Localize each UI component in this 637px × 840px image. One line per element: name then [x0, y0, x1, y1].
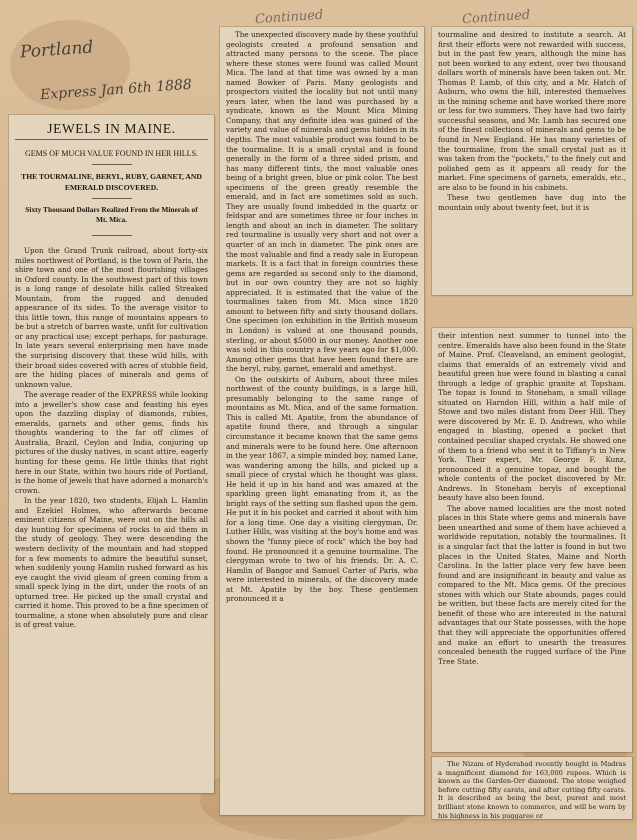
- rule: [15, 139, 208, 140]
- rule: [92, 164, 132, 165]
- handwritten-source: Portland: [19, 37, 94, 63]
- paragraph: The average reader of the EXPRESS while looking into a jeweller's show case and feasting his eyes upon the dazzling display of diamonds, rubies, emeralds, garnets and other gems, finds his thoughts wandering to the far off climes of Australia, Brazil, Ceylon and India, conjuring up pictures of the dusky natives, in scant attire, eagerly hunting for these gems. He little thinks that right here in our State, within two hours ride of Portland, is the home of jewels that have adorned a monarch's crown.: [15, 390, 208, 495]
- paragraph: These two gentlemen have dug into the mountain only about twenty feet, but it is: [438, 193, 626, 212]
- paragraph: tourmaline and desired to institute a search. At first their efforts were not rewarded with success, but in the past few years, although the mine has not been worked to any extent, over two thousand dollars worth of minerals have been taken out. Mr. Thomas P. Lamb, of this city, and a Mr. Hatch of Auburn, who owns the hill, interested themselves in the mining scheme and have worked there more or less for two summers. They have had two fairly successful seasons, and Mr. Lamb has secured one of the finest collections of minerals and gems to be found in New England. He has many varieties of the tourmaline, from the small crystal just as it was taken from the "pockets," to the finely cut and polished gem as it appears all ready for the market. Fine specimens of garnets, emeralds, etc., are also to be found in his cabinets.: [438, 30, 626, 192]
- column-text: [438, 30, 626, 212]
- clipping-column-1: [9, 115, 214, 793]
- paragraph: The Nizam of Hyderabad recently bought in Madras a magnificent diamond for 163,000 rupees. Which is known as the Garden-Orr diamond. The stone weighed before cutting fifty carats, and after cutting fifty carats. It is described as being the best, purest and most brilliant stone known to commerce, and will be worn by his highness in his puggaree or: [438, 760, 626, 819]
- article-deck: GEMS OF MUCH VALUE FOUND IN HER HILLS.: [24, 149, 199, 158]
- clipping-column-3-bottom: [432, 757, 632, 819]
- column-text: [438, 760, 626, 819]
- column-text: [226, 30, 418, 604]
- rule: [92, 235, 132, 236]
- handwritten-continued: Continued: [254, 7, 324, 28]
- paragraph: In the year 1820, two students, Elijah L. Hamlin and Ezekiel Holmes, who afterwards became eminent citizens of Maine, were out on the hills all day hunting for specimens of rocks to aid them in the study of geology. They were descending the western declivity of the mountain and had stopped for a few moments to admire the beautiful sunset, when suddenly young Hamlin rushed forward as his eye caught the vivid gleam of green coming from a small speck lying in the dirt, under the roots of an upturned tree. He picked up the small crystal and carried it home. This proved to be a fine specimen of tourmaline, a stone when absolutely pure and clear is of great value.: [15, 496, 208, 630]
- paragraph: their intention next summer to tunnel into the centre. Emeralds have also been found in the State of Maine. Prof. Cleaveland, an eminent geologist, claims that emeralds of an extremely vivid and beautiful green hue were found in blasting a canal through a ledge of graphic granite at Topsham. The topaz is found in Stoneham, a small village situated on Harndon Hill, within a half mile of Stowe and two miles distant from Deer Hill. They were discovered by Mr. E. D. Andrews, who while engaged in blasting, opened a pocket that contained peculiar shaped crystals. He showed one of them to a friend who sent it to Tiffany's in New York. Their expert, Mr. George F. Kunz, pronounced it a genuine topaz, and bought the whole contents of the pocket discovered by Mr. Andrews. In Stoneham beryls of exceptional beauty have also been found.: [438, 331, 626, 503]
- paragraph: The above named localities are the most noted places in this State where gems and minerals have been unearthed and some of them have achieved a worldwide reputation, notably the tourmalines. It is a singular fact that the latter is found in but two places in the United States, Maine and North Carolina. In the latter place very few have been found and are insignificant in beauty and value as compared to the Mt. Mica gems. Of the precious stones with which our State abounds, pages could be written, but these facts are merely cited for the benefit of those who are interested in the natural advantages that our State possesses, with the hope that they will appreciate the opportunities offered and make an effort to unearth the treasures concealed beneath the rugged surface of the Pine Tree State.: [438, 503, 626, 666]
- clipping-column-3-top: [432, 27, 632, 295]
- clipping-column-3-middle: [432, 328, 632, 752]
- handwritten-date: Express Jan 6th 1888: [39, 76, 193, 104]
- column-text: [15, 246, 208, 630]
- paragraph: On the outskirts of Auburn, about three miles northwest of the county buildings, is a large hill, presumably belonging to the same range of mountains as Mt. Mica, and of the same formation. This is called Mt. Apatite, from the abundance of apatite found there, and through a singular circumstance it became known that the same gems and minerals were to be found here. One afternoon in the year 1867, a simple minded boy, named Lane, was wandering among the hills, and picked up a small piece of crystal which he thought was glass. He held it up in his hand and was amazed at the sparkling green light emanating from it, as the bright rays of the setting sun flashed upon the gem. He put it in his pocket and carried it about with him for a long time. One day a visiting clergyman, Dr. Luther Hills, was visiting at the boy's home and was shown the "funny piece of rock" which the boy had found. He pronounced it a genuine tourmaline. The clergyman wrote to two of his friends, Dr. A. C. Hamlin of Bangor and Samuel Carter of Paris, who were interested in minerals, of the discovery made at Mt. Apatite by the boy. These gentlemen pronounced it a: [226, 374, 418, 604]
- rule: [92, 198, 132, 199]
- article-deck: Sixty Thousand Dollars Realized From the Minerals of Mt. Mica.: [25, 205, 198, 224]
- clipping-column-2: [220, 27, 424, 815]
- article-deck: THE TOURMALINE, BERYL, RUBY, GARNET, AND EMERALD DISCOVERED.: [21, 172, 202, 192]
- handwritten-continued: Continued: [461, 7, 531, 28]
- column-text: [438, 331, 626, 666]
- article-title: JEWELS IN MAINE.: [47, 121, 176, 136]
- paragraph: The unexpected discovery made by these youthful geologists created a profound sensation and attracted many persons to the scene. The place where these stones were found was called Mount Mica. The land at that time was owned by a man named Bowker of Paris. Many geologists and prospectors visited the locality but not until many years later, when the land was purchased by a syndicate, known as the Mount Mica Mining Company, that any definite idea was gained of the variety and value of minerals and gems hidden in its depths. The most valuable product was found to be the tourmaline. It is a small crystal and is found generally in the form of a three sided prism, and has many different tints, the most valuable ones being of a bright green, blue or pink color. The best specimens of the green greatly resemble the emerald, and in fact are sometimes sold as such. They are usually found imbedded in the quartz or feldspar and are sometimes three or four inches in length and about an inch in diameter. The solitary red tourmaline is usually very short and not over a quarter of an inch in diameter. The pink ones are the most valuable and find a ready sale in European markets. It is a fact that in foreign countries these gems are regarded as second only to the diamond, but in our own country they are not so highly appreciated. It is estimated that the value of the tourmalines taken from Mt. Mica since 1820 amount to between fifty and sixty thousand dollars. One specimen (on exhibition in the British museum in London) is valued at one thousand pounds, sterling, or about $5000 in our money. Another one was sold in this country a few years ago for $1,000. Among other gems that have been found there are the beryl, ruby, garnet, emerald and amethyst.: [226, 30, 418, 374]
- paragraph: Upon the Grand Trunk railroad, about forty-six miles northwest of Portland, is the town of Paris, the shire town and one of the most flourishing villages in Oxford county. In the southwest part of this town is a long range of desolate hills called Streaked Mountain, from the rugged and denuded appearance of its sides. To the average visitor to this little town, this range of mountains appears to be but a stretch of barren waste, unfit for cultivation or any practical use; except perhaps, for pasturage. In late years several enterprising men have made the surprising discovery that these wild hills, with their broad sides covered with acres of stubble field, are the hiding places of minerals and gems of unknown value.: [15, 246, 208, 389]
